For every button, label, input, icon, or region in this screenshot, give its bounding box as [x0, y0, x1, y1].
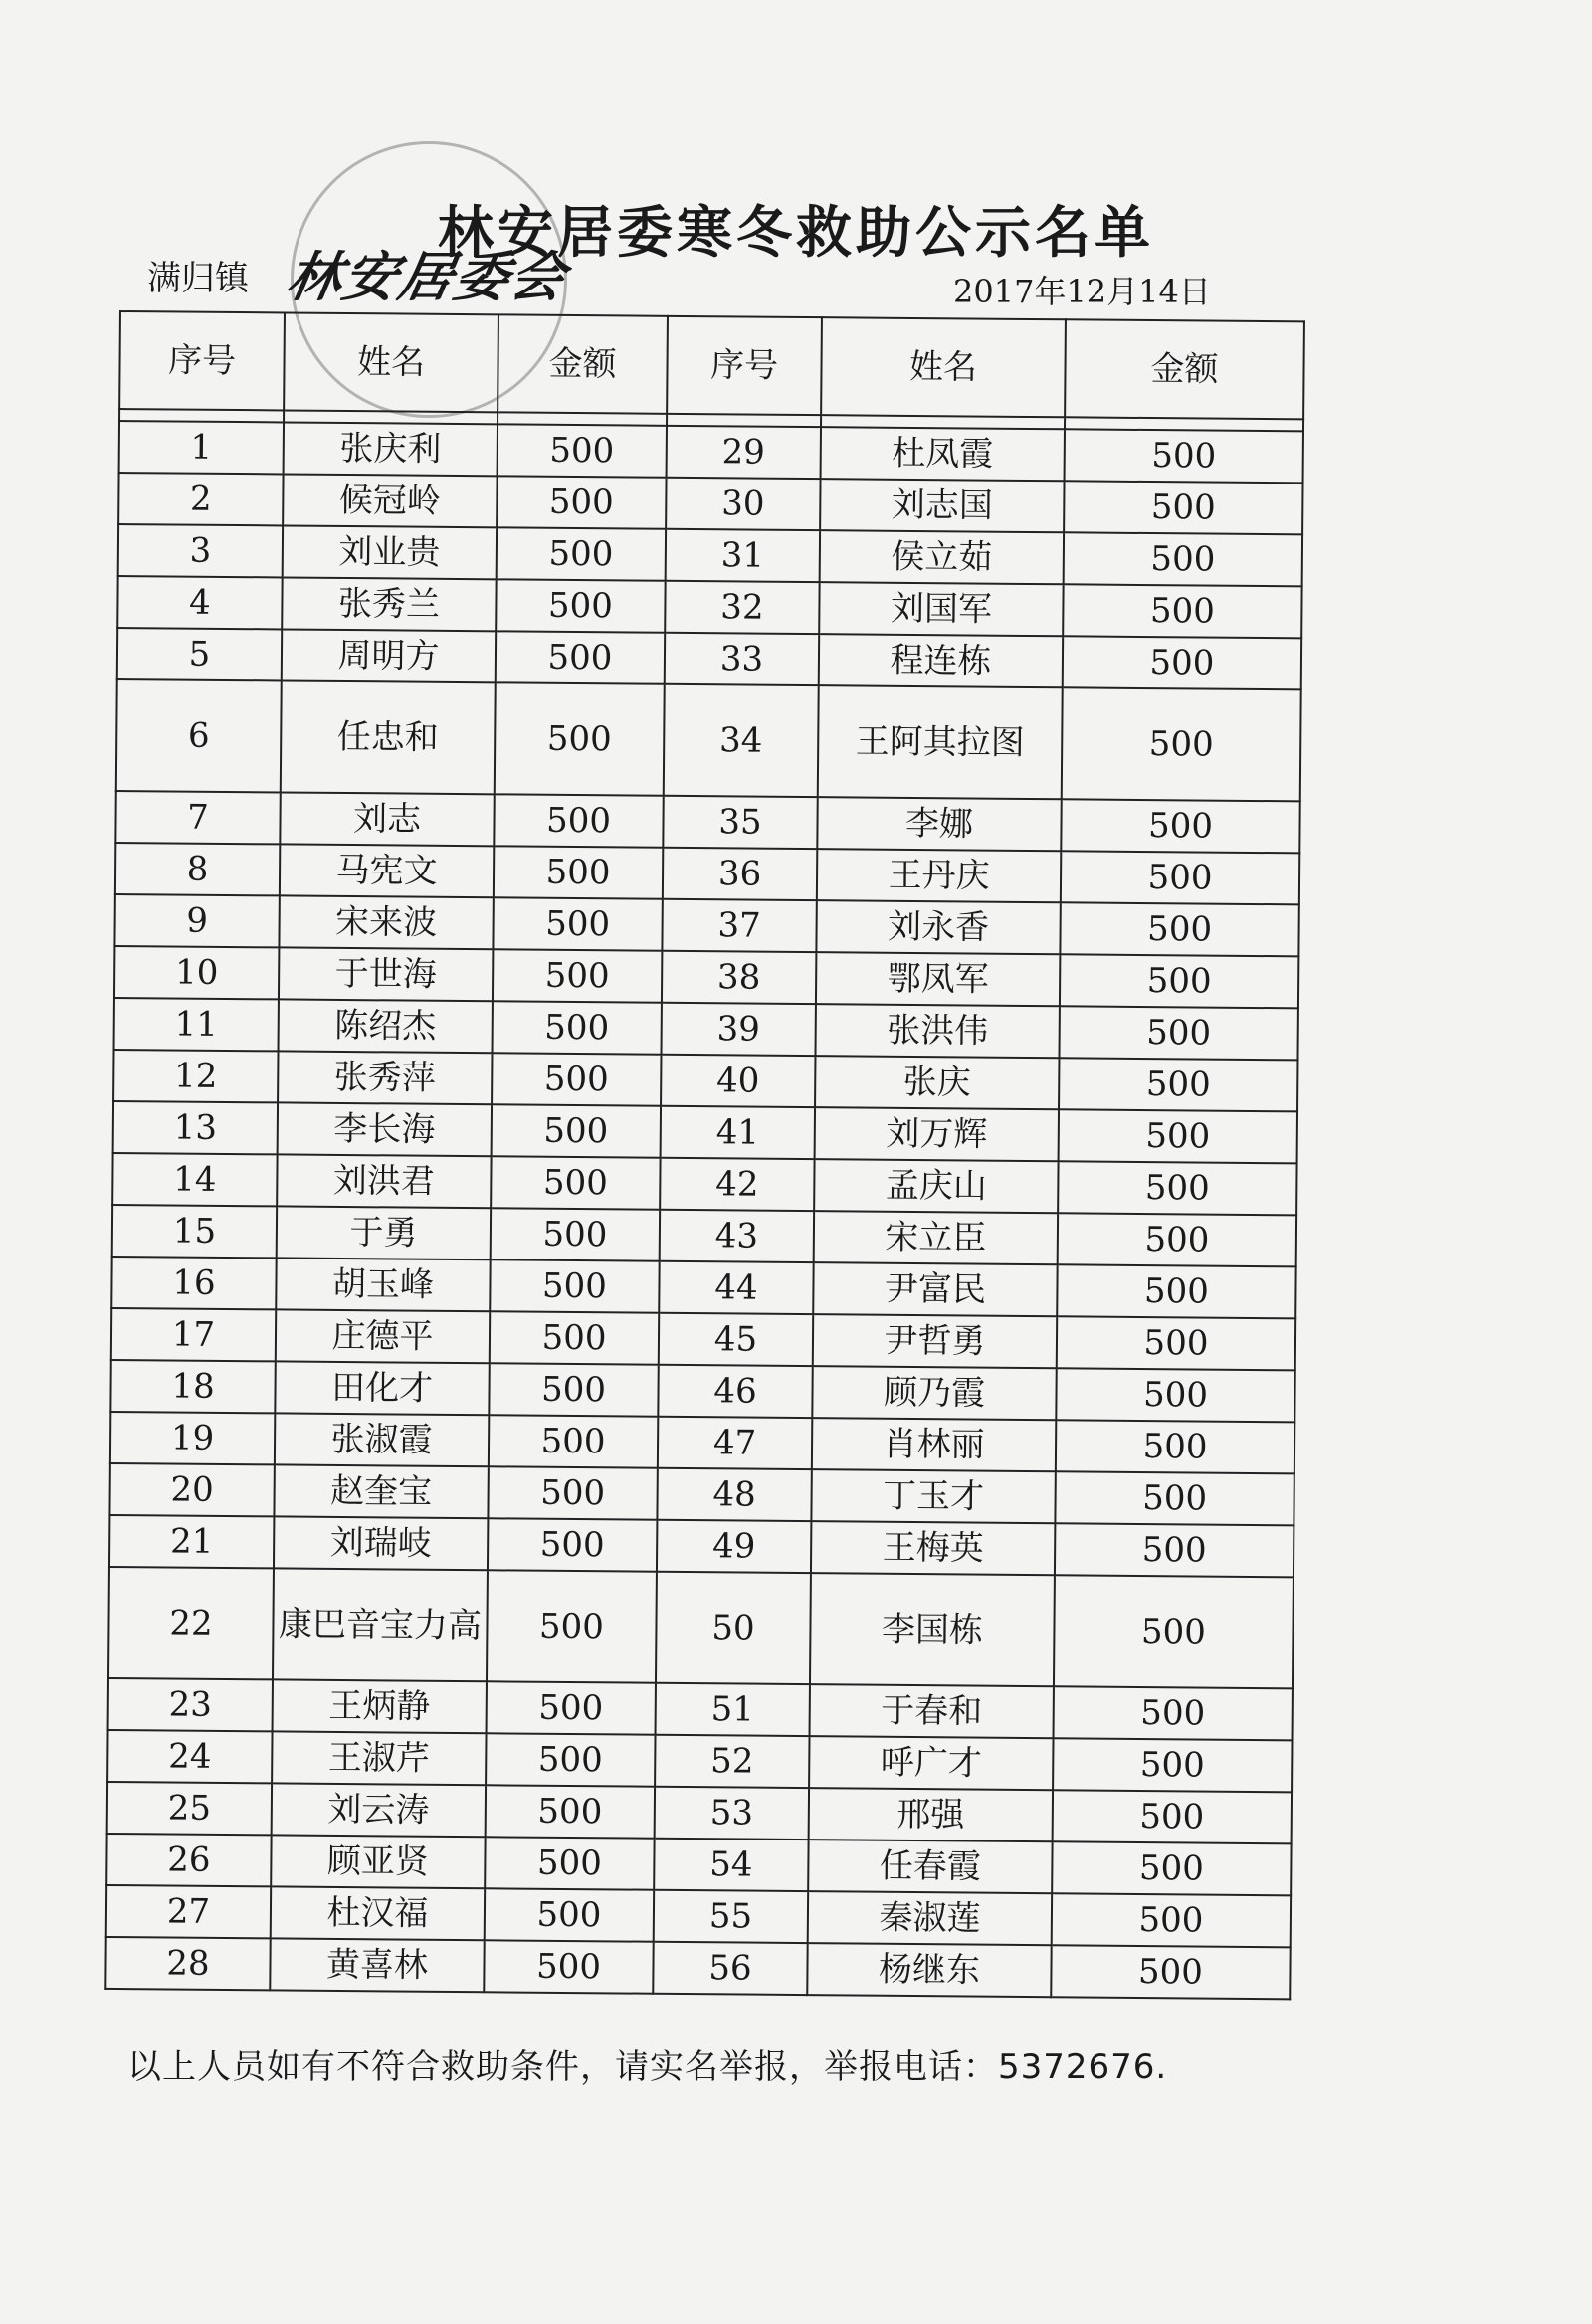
table-row [105, 1937, 1290, 1999]
serial-number-cell: 15 [112, 1205, 277, 1258]
serial-number-cell: 42 [660, 1158, 814, 1211]
name-cell: 宋立臣 [814, 1211, 1058, 1264]
name-cell: 刘国军 [819, 582, 1063, 636]
name-cell: 任春霞 [808, 1840, 1052, 1893]
amount-cell: 500 [495, 682, 665, 795]
amount-cell: 500 [1054, 1575, 1294, 1688]
amount-cell: 500 [1059, 1109, 1297, 1163]
amount-cell: 500 [1051, 1945, 1290, 1999]
amount-cell: 500 [1053, 1790, 1292, 1843]
name-cell: 于春和 [810, 1684, 1054, 1738]
serial-number-cell: 55 [654, 1890, 808, 1943]
roster-body [105, 409, 1303, 1999]
name-cell: 李娜 [817, 797, 1061, 851]
name-cell: 任忠和 [281, 680, 496, 794]
name-cell: 尹哲勇 [813, 1314, 1057, 1368]
amount-cell: 500 [488, 1466, 657, 1519]
serial-number-cell: 29 [667, 426, 821, 479]
amount-cell: 500 [1052, 1841, 1291, 1895]
name-cell: 张秀兰 [282, 577, 496, 631]
amount-cell: 500 [490, 1259, 659, 1312]
amount-cell: 500 [1062, 687, 1301, 801]
relief-roster-table [104, 310, 1305, 2000]
amount-cell: 500 [486, 1785, 655, 1838]
serial-number-cell: 39 [661, 1003, 815, 1056]
serial-number-cell: 46 [658, 1365, 812, 1418]
name-cell: 杨继东 [807, 1943, 1051, 1997]
amount-cell: 500 [491, 1208, 660, 1260]
serial-number-cell: 28 [105, 1937, 270, 1990]
name-cell: 周明方 [282, 629, 496, 682]
amount-cell: 500 [1061, 799, 1299, 853]
name-cell: 张庆利 [284, 422, 498, 476]
name-cell: 顾亚贤 [271, 1835, 485, 1888]
amount-cell: 500 [498, 424, 667, 477]
serial-number-cell: 21 [109, 1515, 274, 1568]
amount-cell: 500 [492, 1053, 661, 1105]
serial-number-cell: 16 [111, 1257, 276, 1309]
amount-cell: 500 [494, 794, 663, 847]
serial-number-cell: 20 [109, 1463, 274, 1516]
name-cell: 刘志 [280, 792, 494, 846]
amount-cell: 500 [1053, 1738, 1292, 1792]
name-cell: 顾乃霞 [812, 1366, 1056, 1420]
amount-cell: 500 [1055, 1471, 1294, 1525]
column-header: 序号 [667, 316, 822, 415]
amount-cell: 500 [487, 1570, 657, 1682]
name-cell: 刘瑞岐 [274, 1516, 488, 1570]
serial-number-cell: 8 [115, 843, 280, 895]
amount-cell: 500 [1052, 1893, 1291, 1947]
serial-number-cell: 22 [108, 1567, 274, 1679]
amount-cell: 500 [491, 1156, 660, 1209]
amount-cell: 500 [489, 1415, 658, 1467]
serial-number-cell: 53 [655, 1787, 809, 1840]
amount-cell: 500 [487, 1681, 656, 1734]
serial-number-cell: 52 [655, 1735, 809, 1788]
name-cell: 刘永香 [816, 900, 1060, 954]
serial-number-cell: 32 [665, 581, 819, 634]
name-cell: 尹富民 [813, 1262, 1057, 1316]
amount-cell: 500 [497, 527, 666, 580]
town-label: 满归镇 [147, 259, 249, 298]
name-cell: 马宪文 [280, 844, 494, 897]
name-cell: 田化才 [275, 1361, 489, 1415]
name-cell: 刘业贵 [283, 525, 497, 579]
serial-number-cell: 19 [110, 1412, 275, 1464]
serial-number-cell: 49 [657, 1520, 811, 1573]
amount-cell: 500 [1058, 1213, 1296, 1266]
serial-number-cell: 37 [662, 899, 816, 952]
serial-number-cell: 10 [114, 946, 279, 999]
serial-number-cell: 26 [106, 1834, 271, 1886]
serial-number-cell: 56 [653, 1942, 807, 1995]
serial-number-cell: 11 [114, 998, 279, 1051]
handwritten-committee-name: 林安居委会 [282, 245, 573, 308]
amount-cell: 500 [1057, 1264, 1295, 1318]
serial-number-cell: 40 [661, 1055, 815, 1107]
serial-number-cell: 54 [654, 1839, 808, 1891]
serial-number-cell: 47 [658, 1417, 812, 1469]
name-cell: 王炳静 [273, 1679, 487, 1733]
name-cell: 刘洪君 [277, 1154, 491, 1208]
amount-cell: 500 [1056, 1368, 1294, 1422]
amount-cell: 500 [1065, 429, 1303, 483]
column-header: 姓名 [284, 312, 498, 412]
serial-number-cell: 2 [118, 473, 283, 525]
serial-number-cell: 14 [112, 1153, 277, 1206]
serial-number-cell: 23 [108, 1678, 273, 1731]
amount-cell: 500 [497, 476, 666, 528]
name-cell: 黄喜林 [270, 1938, 484, 1992]
serial-number-cell: 13 [113, 1101, 278, 1154]
serial-number-cell: 35 [663, 796, 817, 849]
serial-number-cell: 5 [117, 628, 282, 680]
amount-cell: 500 [484, 1940, 653, 1993]
amount-cell: 500 [1057, 1316, 1295, 1370]
name-cell: 于世海 [279, 947, 493, 1001]
name-cell: 王阿其拉图 [818, 685, 1063, 799]
name-cell: 呼广才 [809, 1736, 1053, 1790]
name-cell: 肖林丽 [812, 1418, 1056, 1471]
table-row [116, 679, 1301, 801]
document-date: 2017年12月14日 [953, 273, 1211, 310]
name-cell: 鄂凤军 [816, 952, 1060, 1006]
serial-number-cell: 50 [656, 1572, 811, 1684]
serial-number-cell: 45 [659, 1313, 813, 1366]
name-cell: 庄德平 [276, 1309, 490, 1363]
amount-cell: 500 [1064, 532, 1302, 586]
amount-cell: 500 [1063, 584, 1301, 638]
name-cell: 于勇 [277, 1206, 491, 1259]
name-cell: 王淑芹 [272, 1731, 486, 1785]
amount-cell: 500 [1060, 954, 1298, 1008]
name-cell: 宋来波 [279, 895, 493, 949]
serial-number-cell: 17 [111, 1308, 276, 1361]
table-header-row [119, 311, 1304, 419]
amount-cell: 500 [1059, 1058, 1297, 1111]
serial-number-cell: 1 [119, 421, 284, 474]
report-notice: 以上人员如有不符合救助条件，请实名举报，举报电话：5372676. [127, 2047, 1168, 2087]
amount-cell: 500 [1054, 1686, 1293, 1740]
serial-number-cell: 18 [110, 1360, 275, 1413]
amount-cell: 500 [1059, 1006, 1297, 1060]
table-row [108, 1567, 1294, 1688]
column-header: 金额 [1065, 319, 1304, 419]
amount-cell: 500 [485, 1837, 654, 1889]
serial-number-cell: 4 [117, 576, 282, 629]
column-header: 金额 [498, 314, 668, 413]
name-cell: 李国栋 [810, 1573, 1055, 1686]
amount-cell: 500 [494, 846, 663, 898]
amount-cell: 500 [1064, 481, 1302, 534]
document-title: 林安居委寒冬救助公示名单 [438, 201, 1154, 266]
serial-number-cell: 41 [661, 1106, 815, 1159]
name-cell: 秦淑莲 [808, 1891, 1052, 1945]
name-cell: 李长海 [278, 1102, 492, 1156]
serial-number-cell: 27 [106, 1885, 271, 1938]
name-cell: 张淑霞 [275, 1413, 489, 1466]
serial-number-cell: 48 [657, 1468, 811, 1521]
name-cell: 胡玉峰 [276, 1258, 490, 1311]
name-cell: 康巴音宝力高 [273, 1568, 488, 1681]
serial-number-cell: 51 [656, 1683, 810, 1736]
amount-cell: 500 [493, 1001, 662, 1054]
amount-cell: 500 [489, 1363, 658, 1416]
name-cell: 张秀萍 [278, 1051, 492, 1104]
name-cell: 陈绍杰 [279, 999, 493, 1053]
amount-cell: 500 [496, 631, 665, 683]
serial-number-cell: 36 [663, 848, 817, 900]
name-cell: 王丹庆 [817, 849, 1061, 902]
amount-cell: 500 [486, 1733, 655, 1786]
name-cell: 赵奎宝 [274, 1464, 488, 1518]
name-cell: 刘万辉 [815, 1107, 1059, 1161]
name-cell: 张庆 [815, 1056, 1059, 1109]
name-cell: 王梅英 [811, 1521, 1055, 1575]
serial-number-cell: 9 [114, 894, 279, 947]
name-cell: 丁玉才 [811, 1469, 1055, 1523]
serial-number-cell: 38 [662, 951, 816, 1004]
name-cell: 侯立茹 [820, 530, 1064, 584]
amount-cell: 500 [1063, 636, 1301, 689]
amount-cell: 500 [1061, 851, 1299, 904]
serial-number-cell: 6 [116, 679, 282, 792]
name-cell: 张洪伟 [815, 1004, 1059, 1058]
amount-cell: 500 [485, 1888, 654, 1941]
name-cell: 杜凤霞 [821, 427, 1065, 481]
name-cell: 刘志国 [820, 479, 1064, 532]
amount-cell: 500 [493, 949, 662, 1002]
name-cell: 杜汉福 [271, 1886, 485, 1940]
amount-cell: 500 [1055, 1523, 1294, 1577]
name-cell: 孟庆山 [814, 1159, 1058, 1213]
amount-cell: 500 [1056, 1420, 1294, 1473]
serial-number-cell: 25 [107, 1782, 272, 1835]
amount-cell: 500 [488, 1518, 657, 1571]
name-cell: 程连栋 [819, 634, 1063, 687]
serial-number-cell: 33 [665, 633, 819, 685]
serial-number-cell: 31 [666, 529, 820, 582]
serial-number-cell: 3 [118, 524, 283, 577]
serial-number-cell: 12 [113, 1050, 278, 1102]
serial-number-cell: 30 [666, 478, 820, 530]
serial-number-cell: 44 [659, 1261, 813, 1314]
amount-cell: 500 [1060, 902, 1298, 956]
amount-cell: 500 [490, 1311, 659, 1364]
serial-number-cell: 43 [660, 1210, 814, 1262]
column-header: 姓名 [821, 317, 1066, 417]
name-cell: 候冠岭 [283, 474, 497, 527]
amount-cell: 500 [1058, 1161, 1296, 1215]
name-cell: 刘云涛 [272, 1783, 486, 1837]
name-cell: 邢强 [809, 1788, 1053, 1841]
column-header: 序号 [119, 311, 285, 410]
serial-number-cell: 34 [664, 684, 819, 797]
serial-number-cell: 7 [115, 791, 280, 844]
amount-cell: 500 [496, 579, 665, 632]
amount-cell: 500 [493, 897, 662, 950]
serial-number-cell: 24 [107, 1730, 272, 1783]
amount-cell: 500 [492, 1104, 661, 1157]
